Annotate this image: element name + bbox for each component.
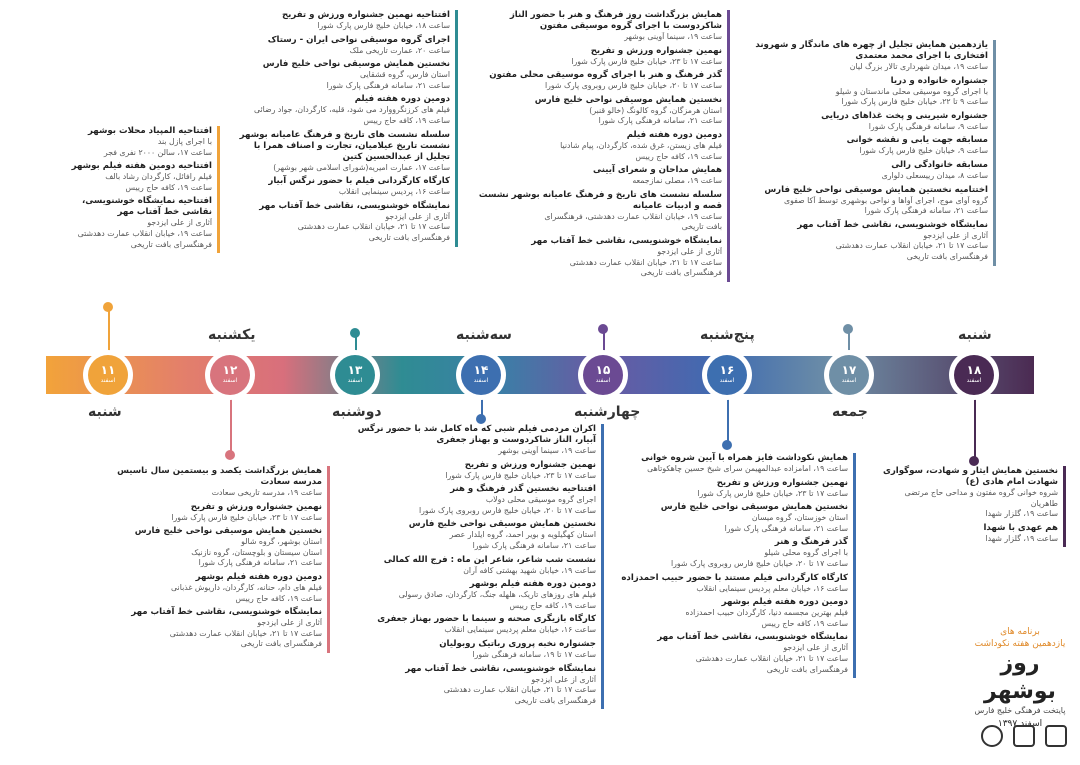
event-detail: ساعت ۱۹، مدرسه تاریخی سعادت — [211, 488, 322, 497]
event-item — [470, 46, 722, 68]
event-title: جشنواره خانواده و دریا — [890, 75, 988, 86]
event-item — [738, 76, 988, 108]
event-detail: ساعت ۱۶، خیابان معلم پردیس سینمایی انقلاب — [696, 583, 848, 593]
logo-icon — [1045, 725, 1067, 747]
event-item — [348, 460, 596, 482]
day-label-18: شنبه — [958, 327, 992, 343]
event-item — [738, 40, 988, 73]
stem-18 — [974, 394, 976, 460]
event-detail: استان خوزستان، گروه میسان — [751, 513, 848, 523]
event-item — [110, 607, 322, 650]
event-item — [738, 220, 988, 263]
event-title: اکران مردمی فیلم شبی که ماه کامل شد با حضور نرگس آبیار، الناز شاکردوست و بهناز جعفری — [357, 424, 596, 445]
logo-icon — [1013, 725, 1035, 747]
event-detail: ساعت ۱۷ تا ۲۳، خیابان خلیج فارس پارک شورا — [445, 470, 596, 480]
event-detail: ساعت ۱۹، کافه حاج رییس — [635, 151, 722, 161]
event-item — [110, 466, 322, 499]
event-title: افتتاحیه المپیاد محلات بوشهر — [87, 126, 212, 136]
event-detail: فیلم رافائل، کارگردان رشاد بالف — [105, 172, 212, 182]
event-detail: اجرای گروه موسیقی محلی دولاب — [485, 495, 596, 505]
dot-13 — [350, 328, 360, 338]
event-item — [610, 502, 848, 534]
event-title: گذر فرهنگ و هنر — [774, 537, 848, 548]
event-item — [62, 126, 212, 158]
event-title: مسابقه خانوادگی رالی — [891, 159, 988, 170]
event-title: دومین دوره هفته فیلم — [626, 129, 722, 140]
date-circle-14: ۱۴ اسفند — [456, 350, 506, 400]
day-label-17: جمعه — [832, 404, 868, 420]
event-detail: ساعت ۱۷ تا ۲۳، خیابان خلیج فارس پارک شورا — [171, 512, 322, 522]
event-detail: ساعت ۱۷ تا ۲۱، خیابان انقلاب عمارت دهدشتی — [169, 628, 322, 638]
event-detail: ساعت ۱۹، خیابان انقلاب عمارت دهدشتی، فرهنگسرای — [544, 211, 722, 221]
event-title: کارگاه کارگردانی فیلم مستند با حضور حبیب احمدزاده — [621, 572, 848, 583]
stem-12 — [230, 394, 232, 454]
event-detail: ساعت ۱۹، میدان شهرداری تالار بزرگ لیان — [849, 62, 988, 71]
event-detail: ساعت ۱۷ تا ۲۱، خیابان انقلاب عمارت دهدشتی — [569, 257, 722, 267]
event-title: دومین دوره هفته فیلم بوشهر — [469, 579, 596, 590]
logo-icon — [981, 725, 1003, 747]
event-item — [348, 639, 596, 661]
event-item — [610, 478, 848, 500]
event-title: مسابقه جهت یابی و نقشه خوانی — [846, 135, 988, 146]
event-detail: ساعت ۱۷ تا ۲۰، خیابان خلیج فارس روبروی پارک شورا — [670, 558, 848, 568]
event-item — [470, 165, 722, 187]
event-detail: ساعت ۱۹، گلزار شهدا — [985, 509, 1058, 519]
event-title: دومین دوره هفته فیلم بوشهر — [721, 597, 848, 608]
day-label-16: پنج‌شنبه — [700, 327, 755, 343]
event-detail: ساعت ۱۷، عمارت امیریه(شورای اسلامی شهر بوشهر) — [273, 162, 450, 172]
event-item — [110, 502, 322, 524]
event-item — [228, 35, 450, 57]
dot-16 — [722, 440, 732, 450]
event-detail: فیلم بهترین مجسمه دنیا، کارگردان حبیب احمدزاده — [685, 608, 848, 618]
event-detail: ساعت ۱۷ تا ۲۳، خیابان خلیج فارس پارک شورا — [571, 56, 722, 66]
event-title: همایش مداحان و شعرای آیینی — [593, 165, 722, 176]
event-title: همایش بزرگداشت روز فرهنگ و هنر با حضور الناز شاکردوست با اجرای گروه موسیقی مفتون — [509, 10, 722, 31]
event-title: نخستین همایش موسیقی نواحی خلیج فارس — [408, 519, 596, 530]
event-item — [862, 466, 1058, 520]
date-label: اسفند ۱۳۹۷ — [997, 719, 1043, 729]
event-title: نمایشگاه خوشنویسی، نقاشی خط آفتاب مهر — [797, 219, 988, 230]
event-detail: ساعت ۲۱، سامانه فرهنگی پارک شورا — [864, 206, 988, 216]
event-item — [228, 201, 450, 244]
event-detail: استان هرمزگان، گروه کالونگ (خالو قنبر) — [589, 105, 722, 115]
event-title: نهمین جشنواره ورزش و تفریح — [190, 501, 322, 512]
event-title: نمایشگاه خوشنویسی، نقاشی خط آفتاب مهر — [259, 200, 450, 211]
event-title: کارگاه بازیگری صحنه و سینما با حضور بهناز جعفری — [377, 614, 596, 625]
event-item — [862, 523, 1058, 545]
event-item — [348, 519, 596, 551]
event-detail: فرهنگسرای بافت تاریخی — [640, 268, 722, 278]
event-detail: ساعت ۱۷ تا ۲۰، خیابان خلیج فارس روبروی پارک شورا — [418, 505, 596, 515]
event-title: دومین دوره هفته فیلم — [354, 94, 450, 105]
date-circle-15: ۱۵ اسفند — [578, 350, 628, 400]
timeline-bar — [46, 356, 1034, 394]
events-day-14 — [348, 424, 604, 709]
event-detail: آثاری از علی ایزدجو — [923, 230, 988, 240]
event-detail: طاهریان — [1030, 498, 1058, 508]
event-detail: گروه آوای موج، اجرای آواها و نواحی بوشهری توسط آکا صفوی — [783, 195, 988, 205]
event-detail: ساعت ۱۸، خیابان خلیج فارس پارک شورا — [317, 21, 450, 30]
event-item — [738, 111, 988, 133]
date-circle-11: ۱۱ اسفند — [83, 350, 133, 400]
event-item — [738, 185, 988, 217]
event-detail: فرهنگسرای بافت تاریخی — [514, 695, 596, 705]
dot-17 — [843, 324, 853, 334]
event-item — [228, 130, 450, 174]
event-item — [470, 10, 722, 43]
stem-16 — [727, 394, 729, 444]
event-detail: ساعت ۲۱، سامانه فرهنگی پارک شورا — [724, 523, 848, 533]
event-item — [610, 597, 848, 629]
event-title: افتتاحیه نخستین گذر فرهنگ و هنر — [450, 484, 596, 495]
event-detail: ساعت ۱۶، خیابان معلم پردیس سینمایی انقلاب — [444, 625, 596, 635]
event-title: نخستین همایش ایثار و شهادت، سوگواری شهادت امام هادی (ع) — [882, 466, 1058, 487]
event-title: هم عهدی با شهدا — [983, 522, 1058, 533]
event-detail: ساعت ۱۹، خیابان شهید بهشتی کافه آران — [463, 565, 596, 575]
event-detail: ساعت ۱۷، سالن ۲۰۰۰ نفری فجر — [103, 147, 212, 157]
event-detail: ساعت ۱۹، گلزار شهدا — [985, 533, 1058, 543]
event-detail: ساعت ۹ تا ۲۲، خیابان خلیج فارس پارک شورا — [841, 97, 988, 107]
event-title: نشست شب شاعر، شاعر این ماه : فرج الله کمالی — [383, 554, 596, 565]
day-label-13: دوشنبه — [332, 404, 382, 420]
event-item — [228, 94, 450, 126]
event-title: سلسله نشست های تاریخ و فرهنگ عامیانه بوشهر نشست قصه و ادبیات عامیانه — [478, 189, 722, 211]
poster-title-box — [970, 626, 1070, 729]
event-item — [110, 572, 322, 604]
event-item — [610, 632, 848, 675]
event-detail: ساعت ۱۷ تا ۲۱، خیابان انقلاب عمارت دهدشتی — [695, 653, 848, 663]
event-detail: ساعت ۱۹، سینما آوینی بوشهر — [498, 446, 596, 455]
event-title: نهمین جشنواره ورزش و تفریح — [464, 459, 596, 470]
event-detail: ساعت ۹، سامانه فرهنگی پارک شورا — [868, 121, 988, 131]
event-item — [738, 160, 988, 182]
event-detail: استان سیستان و بلوچستان، گروه نازنیک — [191, 547, 322, 557]
event-detail: فرهنگسرای بافت تاریخی — [766, 664, 848, 674]
event-title: نمایشگاه خوشنویسی، نقاشی خط آفتاب مهر — [405, 663, 596, 674]
event-detail: ساعت ۲۱، سامانه فرهنگی پارک شورا — [326, 80, 450, 90]
event-detail: فرهنگسرای بافت تاریخی — [130, 239, 212, 249]
event-title: اجرای گروه موسیقی نواحی ایران - رستاک — [267, 34, 450, 45]
event-detail: ساعت ۱۹، کافه حاج رییس — [235, 593, 322, 603]
dot-15 — [598, 324, 608, 334]
event-detail: ساعت ۱۹، مصلی نمازجمعه — [632, 176, 722, 186]
event-item — [62, 161, 212, 193]
event-detail: ساعت ۲۱، سامانه فرهنگی پارک شورا — [198, 558, 322, 568]
event-item — [610, 453, 848, 475]
date-circle-12: ۱۲ اسفند — [205, 350, 255, 400]
logos — [975, 725, 1075, 753]
event-title: جشنواره شیرینی و پخت غذاهای دریایی — [821, 110, 988, 121]
event-detail: ساعت ۸، میدان رییسعلی دلواری — [881, 170, 988, 180]
event-title: سلسله نشست های تاریخ و فرهنگ عامیانه بوشهر نشست تاریخ عیلامیان، تجارت و اصناف همرا با تجلیل از عبدالحسین کتین — [239, 129, 450, 162]
event-detail: استان بوشهر، گروه شالو — [241, 537, 322, 547]
event-item — [470, 236, 722, 279]
event-detail: ساعت ۲۱، سامانه فرهنگی پارک شورا — [472, 540, 596, 550]
event-detail: ساعت ۱۷ تا ۲۱، خیابان انقلاب عمارت دهدشتی — [835, 241, 988, 251]
event-title: دومین دوره هفته فیلم بوشهر — [195, 571, 322, 582]
event-detail: فیلم های روزهای تاریک، هلهله جنگ، کارگردان، صادق رسولی — [398, 590, 596, 600]
event-item — [610, 537, 848, 569]
event-detail: آثاری از علی ایزدجو — [531, 674, 596, 684]
events-day-15 — [470, 10, 730, 282]
event-item — [348, 579, 596, 611]
event-detail: ساعت ۲۱، سامانه فرهنگی پارک شورا — [598, 116, 722, 126]
event-title: افتتاحیه نهمین جشنواره ورزش و تفریح — [281, 10, 450, 20]
event-item — [348, 484, 596, 516]
event-detail: ساعت ۱۷ تا ۲۰، خیابان خلیج فارس روبروی پارک شورا — [544, 81, 722, 91]
event-detail: فیلم های کرزنگرووارد می شود، قلیه، کارگردان، جواد رضائی — [253, 105, 450, 115]
main-title: روز بوشهر — [984, 651, 1056, 704]
event-detail: شروه خوانی گروه مفتون و مداحی حاج مرتضی — [904, 488, 1058, 497]
event-item — [110, 526, 322, 569]
event-title: افتتاحیه نمایشگاه خوشنویسی، نقاشی خط آفتاب مهر — [81, 196, 212, 218]
event-detail: آثاری از علی ایزدجو — [783, 643, 848, 653]
event-detail: ساعت ۱۹، سینما آوینی بوشهر — [624, 32, 722, 41]
event-detail: فرهنگسرای بافت تاریخی — [368, 232, 450, 242]
event-title: نخستین همایش موسیقی نواحی خلیج فارس — [134, 526, 322, 537]
events-day-11 — [62, 126, 220, 253]
event-item — [470, 130, 722, 162]
event-title: همایش نکوداشت فایز همراه با آیین شروه خوانی — [641, 453, 848, 463]
event-detail: ساعت ۱۷ تا ۱۹، سامانه فرهنگی شورا — [472, 649, 596, 659]
events-day-17 — [738, 40, 996, 266]
event-title: گذر فرهنگ و هنر با اجرای گروه موسیقی محلی مفتون — [489, 70, 722, 81]
event-title: نهمین جشنواره ورزش و تفریح — [716, 477, 848, 488]
event-title: نمایشگاه خوشنویسی، نقاشی خط آفتاب مهر — [131, 607, 322, 618]
event-detail: فرهنگسرای بافت تاریخی — [240, 639, 322, 649]
event-detail: آثاری از علی ایزدجو — [385, 211, 450, 221]
events-day-16 — [610, 453, 856, 678]
day-label-15: چهارشنبه — [574, 404, 641, 420]
event-detail: فرهنگسرای بافت تاریخی — [906, 251, 988, 261]
event-item — [62, 196, 212, 250]
event-detail: ساعت ۱۷ تا ۲۱، خیابان انقلاب عمارت دهدشتی — [443, 685, 596, 695]
event-detail: استان کهگیلویه و بویر احمد، گروه ایلدار عصر — [449, 530, 596, 540]
event-title: افتتاحیه دومین هفته فیلم بوشهر — [71, 161, 212, 172]
event-title: نخستین همایش موسیقی نواحی خلیج فارس — [262, 59, 450, 70]
event-title: نمایشگاه خوشنویسی، نقاشی خط آفتاب مهر — [531, 235, 722, 246]
event-title: جشنواره نخبه پروری رباتیک روبولیان — [439, 638, 596, 649]
event-detail: ساعت ۱۷ تا ۲۱، خیابان انقلاب عمارت دهدشتی — [297, 222, 450, 232]
event-item — [348, 614, 596, 636]
event-detail: ساعت ۱۹، امامزاده عبدالمهیمن سرای شیخ حسین چاهکوتاهی — [647, 464, 848, 473]
event-title: نهمین جشنواره ورزش و تفریح — [590, 45, 722, 56]
event-detail: آثاری از علی ایزدجو — [257, 618, 322, 628]
event-item — [470, 95, 722, 127]
event-item — [610, 573, 848, 595]
event-item — [738, 135, 988, 157]
event-detail: با اجرای گروه موسیقی محلی ماندستان و شیلو — [835, 86, 988, 96]
event-item — [470, 70, 722, 92]
date-circle-16: ۱۶ اسفند — [702, 350, 752, 400]
event-title: همایش بزرگداشت یکصد و بیستمین سال تاسیس مدرسه سعادت — [117, 466, 322, 487]
event-detail: آثاری از علی ایزدجو — [657, 246, 722, 256]
event-detail: ساعت ۱۹، کافه حاج رییس — [363, 115, 450, 125]
event-title: نخستین همایش موسیقی نواحی خلیج فارس — [534, 94, 722, 105]
dot-14 — [476, 414, 486, 424]
dot-12 — [225, 450, 235, 460]
event-detail: با اجرای گروه محلی شیلو — [764, 548, 848, 558]
event-item — [228, 10, 450, 32]
dot-11 — [103, 302, 113, 312]
events-day-12 — [110, 466, 330, 653]
event-detail: ساعت ۱۷ تا ۲۳، خیابان خلیج فارس پارک شورا — [697, 488, 848, 498]
event-item — [228, 176, 450, 198]
day-label-12: یکشنبه — [208, 327, 256, 343]
events-day-18 — [862, 466, 1066, 547]
title-line-1: برنامه های — [1000, 627, 1040, 637]
event-detail: استان فارس، گروه قشقایی — [359, 70, 450, 80]
event-detail: با اجرای پازل بند — [157, 137, 212, 146]
event-title: نخستین همایش موسیقی نواحی خلیج فارس — [660, 502, 848, 513]
date-circle-17: ۱۷ اسفند — [824, 350, 874, 400]
event-item — [470, 190, 722, 233]
date-circle-13: ۱۳ اسفند — [330, 350, 380, 400]
event-detail: ساعت ۱۹، کافه حاج رییس — [509, 600, 596, 610]
event-detail: فیلم های زیستن، غرق شده، کارگردان، پیام شادنیا — [560, 140, 722, 150]
event-detail: فیلم های دام، حنانه، کارگردان، داریوش غذبانی — [171, 582, 322, 592]
day-label-11: شنبه — [88, 404, 122, 420]
event-detail: آثاری از علی ایزدجو — [147, 218, 212, 228]
event-detail: ساعت ۹، خیابان خلیج فارس پارک شورا — [859, 146, 988, 156]
event-detail: ساعت ۱۶، پردیس سینمایی انقلاب — [338, 187, 450, 197]
event-item — [228, 59, 450, 91]
event-detail: ساعت ۲۰، عمارت تاریخی ملک — [349, 45, 450, 55]
date-circle-18: ۱۸ اسفند — [949, 350, 999, 400]
subtitle: پایتخت فرهنگی خلیج فارس — [974, 706, 1066, 715]
events-day-13 — [228, 10, 458, 247]
event-detail: ساعت ۱۹، کافه حاج رییس — [761, 618, 848, 628]
event-item — [348, 555, 596, 577]
title-line-2: یازدهمین هفته نکوداشت — [974, 639, 1066, 649]
event-detail: بافت تاریخی — [681, 222, 722, 232]
dot-18 — [969, 456, 979, 466]
event-title: نمایشگاه خوشنویسی، نقاشی خط آفتاب مهر — [657, 632, 848, 643]
day-label-14: سه‌شنبه — [456, 327, 512, 343]
event-title: یازدهمین همایش تجلیل از چهره های ماندگار و شهروند افتخاری با اجرای محمد معتمدی — [755, 40, 988, 61]
event-title: اختتامیه نخستین همایش موسیقی نواحی خلیج فارس — [764, 184, 988, 195]
event-detail: ساعت ۱۹، کافه حاج رییس — [125, 182, 212, 192]
event-item — [348, 424, 596, 457]
event-item — [348, 664, 596, 707]
event-title: کارگاه کارگردانی فیلم با حضور نرگس آبیار — [268, 176, 450, 187]
event-detail: ساعت ۱۹، خیابان انقلاب عمارت دهدشتی — [77, 228, 212, 238]
